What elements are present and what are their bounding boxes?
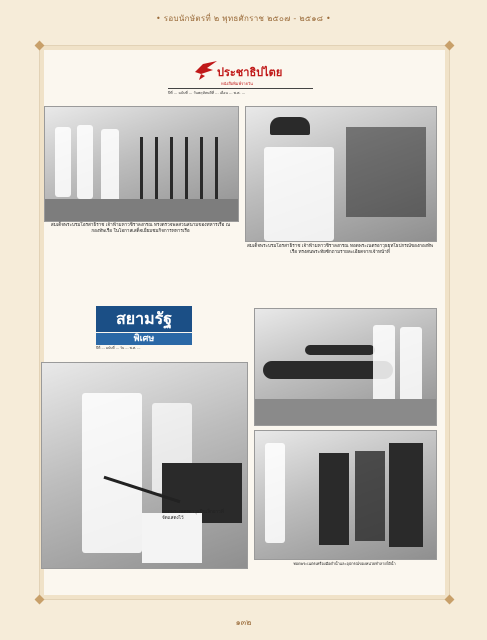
newspaper-subtitle: หนังสือพิมพ์รายวัน xyxy=(221,81,253,86)
corner-ornament xyxy=(445,41,455,51)
corner-ornament xyxy=(35,595,45,605)
photo-prince-weapon xyxy=(245,106,437,242)
caption-honor-guard: สมเด็จพระบรมโอรสาธิราช เจ้าฟ้ามหาวชิราลงกรณ ทรงตรวจพลสวนสนามของทหารเรือ ณ กองทัพเรือ ในโอกาสเสด็จเยี่ยมชมกิจการทหารเรือ xyxy=(50,223,231,235)
newspaper-subtitle: พิเศษ xyxy=(96,333,192,345)
newspaper-dateline: ปีที่ ... ฉบับที่ ... วันพฤหัสบดีที่ ... เดือน ... พ.ศ. ... xyxy=(168,88,313,96)
running-header: • รอบนักษัตรที่ ๒ พุทธศักราช ๒๕๐๗ - ๒๕๑๘ • xyxy=(155,14,332,23)
photo-torpedoes xyxy=(254,308,437,426)
caption-inspecting-rifles: ทอดพระเนตรอาวุธปืนเล็กยาวที่จัดแสดงไว้ xyxy=(162,510,224,522)
newspaper-logo-siamrath xyxy=(96,306,196,356)
bird-emblem-icon xyxy=(193,58,219,82)
corner-ornament xyxy=(35,41,45,51)
newspaper-dateline: ปีที่ ... ฉบับที่ ... วัน ... พ.ศ. ... xyxy=(96,346,141,350)
page-number: ๑๓๒ xyxy=(235,618,252,627)
corner-ornament xyxy=(445,595,455,605)
photo-diving-equipment xyxy=(254,430,437,560)
newspaper-title: ประชาธิปไตย xyxy=(217,66,283,79)
newspaper-title: สยามรัฐ xyxy=(96,306,192,332)
photo-honor-guard xyxy=(44,106,239,222)
newspaper-logo-prachathipatai xyxy=(168,58,288,95)
caption-prince-weapon: สมเด็จพระบรมโอรสาธิราช เจ้าฟ้ามหาวชิราลงกรณ ทอดพระเนตรอาวุธยุทโธปกรณ์ของกองทัพเรือ ทรงสนพระทัยซักถามรายละเอียดจากเจ้าหน้าที่ xyxy=(246,244,434,256)
caption-diving-equipment: ทอดพระเนตรเครื่องมือดำน้ำและอุปกรณ์ของหน่วยทำลายใต้น้ำ xyxy=(293,561,396,566)
